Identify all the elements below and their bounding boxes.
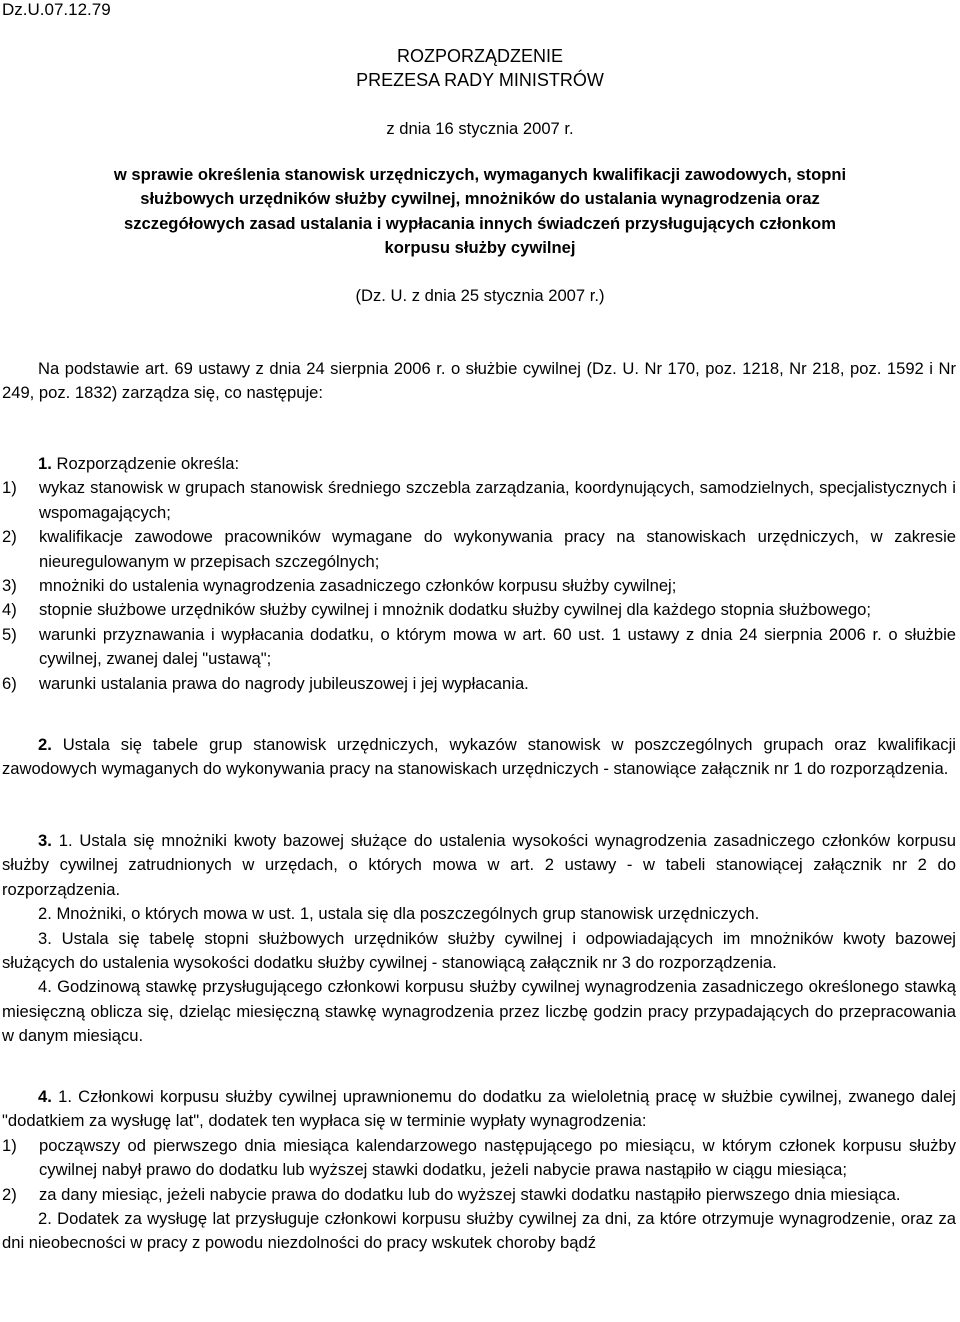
legal-basis: Na podstawie art. 69 ustawy z dnia 24 sierpnia 2006 r. o służbie cywilnej (Dz. U. Nr 170, poz. 1218, Nr 218, poz. 1592 i Nr 249, poz. 1832) zarządza się, co następuje: xyxy=(2,359,956,403)
list-number: 1) xyxy=(2,1135,17,1155)
paragraph: 2. Dodatek za wysługę lat przysługuje członkowi korpusu służby cywilnej za dni, za które otrzymuje wynagrodzenie, oraz za dni nieobecności w pracy z powodu niezdolności do pracy wskutek choroby bądź xyxy=(2,1209,956,1253)
publication-note: (Dz. U. z dnia 25 stycznia 2007 r.) xyxy=(355,286,605,305)
document-subject xyxy=(0,163,960,261)
document-title xyxy=(0,44,960,92)
section-1 xyxy=(2,452,956,696)
list-item xyxy=(2,598,956,622)
title-line: PREZESA RADY MINISTRÓW xyxy=(356,70,604,90)
section-3 xyxy=(2,829,956,1049)
subject-line: w sprawie określenia stanowisk urzędniczych, wymaganych kwalifikacji zawodowych, stopni xyxy=(113,165,847,184)
list-text: począwszy od pierwszego dnia miesiąca kalendarzowego następującego po miesiącu, w którym członek korpusu służby cywilnej nabył prawo do dodatku lub wyższej stawki dodatku, jeżeli nabycie prawa nastąpiło w ciągu miesiąca; xyxy=(39,1135,956,1180)
document-date: z dnia 16 stycznia 2007 r. xyxy=(386,119,574,138)
section-2 xyxy=(2,733,956,782)
list-number: 2) xyxy=(2,527,17,547)
list-number: 2) xyxy=(2,1184,17,1204)
list-item xyxy=(2,476,956,525)
section-number: 2. xyxy=(38,735,52,754)
paragraph: 3. Ustala się tabelę stopni służbowych urzędników służby cywilnej i odpowiadających im mnożników kwoty bazowej służących do ustalenia wysokości dodatku służby cywilnej - stanowiącą załącznik nr 3 do rozporządzenia. xyxy=(2,928,956,973)
list-number: 4) xyxy=(2,600,17,620)
list-text: warunki przyznawania i wypłacania dodatku, o którym mowa w art. 60 ust. 1 ustawy z dnia 24 sierpnia 2006 r. o służbie cywilnej, zwanej dalej "ustawą"; xyxy=(39,624,956,669)
section-text: Rozporządzenie określa: xyxy=(56,454,240,473)
subject-line: służbowych urzędników służby cywilnej, mnożników do ustalania wynagrodzenia oraz xyxy=(140,189,820,209)
paragraph-text: 1. Członkowi korpusu służby cywilnej uprawnionemu do dodatku za wieloletnią pracę w służbie cywilnej, zwanego dalej "dodatkiem za wysługę lat", dodatek ten wypłaca się w terminie wypłaty wynagrodzenia: xyxy=(2,1087,956,1131)
list-number: 5) xyxy=(2,624,17,644)
subject-line: szczegółowych zasad ustalania i wypłacania innych świadczeń przysługujących członkom xyxy=(124,213,836,233)
section-4 xyxy=(2,1085,956,1256)
title-line: ROZPORZĄDZENIE xyxy=(396,46,563,66)
list-text: mnożniki do ustalenia wynagrodzenia zasadniczego członków korpusu służby cywilnej; xyxy=(39,576,677,596)
list-item xyxy=(2,1183,956,1207)
paragraph xyxy=(2,829,956,902)
paragraph: 4. Godzinową stawkę przysługującego członkowi korpusu służby cywilnej wynagrodzenia zasadniczego określonego stawką miesięczną oblicza się, dzieląc miesięczną stawkę wynagrodzenia przez liczbę godzin pracy przypadających do przepracowania w danym miesiącu. xyxy=(2,977,956,1046)
paragraph: 2. Mnożniki, o których mowa w ust. 1, ustala się dla poszczególnych grup stanowisk urzędniczych. xyxy=(38,904,760,924)
list-number: 1) xyxy=(2,478,17,498)
list-number: 3) xyxy=(2,576,17,596)
list-text: stopnie służbowe urzędników służby cywilnej i mnożnik dodatku służby cywilnej dla każdego stopnia służbowego; xyxy=(39,600,871,620)
list-text: kwalifikacje zawodowe pracowników wymagane do wykonywania pracy na stanowiskach urzędniczych, w zakresie nieuregulowanym w przepisach szczególnych; xyxy=(39,527,956,571)
paragraph xyxy=(2,1085,956,1134)
journal-reference: Dz.U.07.12.79 xyxy=(2,0,111,19)
list-text: wykaz stanowisk w grupach stanowisk średniego szczebla zarządzania, koordynujących, samodzielnych, specjalistycznych i wspomagających; xyxy=(39,478,956,522)
subject-line: korpusu służby cywilnej xyxy=(384,238,576,258)
list-item xyxy=(2,574,956,598)
list-number: 6) xyxy=(2,673,17,693)
section-number: 3. xyxy=(38,831,52,850)
section-number: 1. xyxy=(38,454,52,473)
list-text: warunki ustalania prawa do nagrody jubileuszowej i jej wypłacania. xyxy=(39,673,529,693)
list-item xyxy=(2,1134,956,1183)
list-item xyxy=(2,525,956,574)
section-text: Ustala się tabele grup stanowisk urzędniczych, wykazów stanowisk w poszczególnych grupach oraz kwalifikacji zawodowych wymaganych do wykonywania pracy na stanowiskach urzędniczych - stanowiące załącznik nr 1 do rozporządzenia. xyxy=(2,735,956,779)
paragraph-text: 1. Ustala się mnożniki kwoty bazowej służące do ustalenia wysokości wynagrodzenia zasadniczego członków korpusu służby cywilnej zatrudnionych w urzędach, o których mowa w art. 2 ustawy - w tabeli stanowiącej załącznik nr 2 do rozporządzenia. xyxy=(2,831,956,899)
section-number: 4. xyxy=(38,1087,52,1106)
section-1-intro xyxy=(2,452,956,476)
list-text: za dany miesiąc, jeżeli nabycie prawa do dodatku lub do wyższej stawki dodatku nastąpiło pierwszego dnia miesiąca. xyxy=(39,1184,901,1204)
list-item xyxy=(2,623,956,672)
list-item xyxy=(2,672,956,696)
